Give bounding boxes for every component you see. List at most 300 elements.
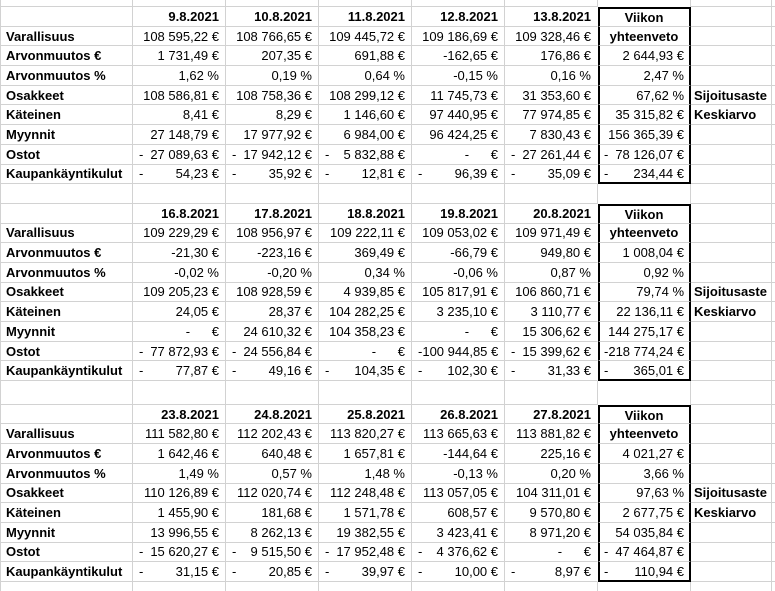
spacer-row-cell[interactable] <box>598 184 691 204</box>
value-cell[interactable] <box>319 302 412 322</box>
value-cell[interactable] <box>226 523 319 543</box>
side-label-cell[interactable] <box>691 283 772 303</box>
side-label-cell[interactable] <box>691 66 772 86</box>
summary-value-cell[interactable] <box>598 283 691 303</box>
side-label-cell[interactable] <box>691 105 772 125</box>
data-row <box>1 523 775 543</box>
side-label-text: Keskiarvo <box>694 505 757 521</box>
summary-value-cell[interactable] <box>598 444 691 464</box>
value-cell[interactable] <box>412 283 505 303</box>
summary-value-cell[interactable] <box>598 322 691 342</box>
value-cell[interactable] <box>226 86 319 106</box>
summary-value-cell[interactable] <box>598 145 691 165</box>
value-cell[interactable] <box>133 503 226 523</box>
value-cell[interactable] <box>412 145 505 165</box>
top-filler-row-cell[interactable] <box>133 0 226 7</box>
value-cell[interactable] <box>133 562 226 582</box>
value-cell[interactable] <box>412 125 505 145</box>
cell-text: 8 262,13 € <box>250 524 312 540</box>
side-label-cell[interactable] <box>691 484 772 504</box>
value-cell[interactable] <box>133 424 226 444</box>
top-filler-row-cell[interactable] <box>505 0 598 7</box>
value-cell[interactable] <box>412 361 505 381</box>
value-cell[interactable] <box>133 105 226 125</box>
value-cell[interactable] <box>412 424 505 444</box>
side-label-cell[interactable] <box>691 125 772 145</box>
date-header-cell[interactable]: 18.8.2021 <box>319 204 412 224</box>
minus-sign: - <box>418 363 423 379</box>
date-header-cell[interactable]: 16.8.2021 <box>133 204 226 224</box>
value-cell[interactable] <box>412 523 505 543</box>
side-label-cell[interactable] <box>691 46 772 66</box>
cell-text: 27 089,63 € <box>150 146 219 162</box>
side-label-cell[interactable] <box>691 145 772 165</box>
cell-text: -21,30 € <box>171 245 219 261</box>
cell-text: 27 148,79 € <box>150 126 219 142</box>
value-cell[interactable] <box>505 165 598 185</box>
spacer-row-cell[interactable] <box>319 381 412 405</box>
value-cell[interactable] <box>226 46 319 66</box>
cell-text: 9 570,80 € <box>529 505 591 521</box>
spacer-row-cell[interactable] <box>691 381 772 405</box>
row-label-cell[interactable]: Osakkeet <box>1 283 133 303</box>
value-cell[interactable] <box>505 243 598 263</box>
cell-text: 0,92 % <box>643 264 684 280</box>
cell-text: 3 235,10 € <box>436 304 498 320</box>
value-cell[interactable] <box>133 283 226 303</box>
bottom-filler-cell[interactable] <box>133 582 226 591</box>
summary-value-cell[interactable] <box>598 503 691 523</box>
value-cell[interactable] <box>226 361 319 381</box>
bottom-filler-cell[interactable] <box>1 582 133 591</box>
bottom-filler-cell[interactable] <box>226 582 319 591</box>
value-cell[interactable] <box>505 444 598 464</box>
side-label-cell[interactable] <box>691 523 772 543</box>
value-cell[interactable] <box>319 562 412 582</box>
value-cell[interactable] <box>319 46 412 66</box>
cell-text: 0,87 % <box>550 264 591 280</box>
row-label-cell[interactable]: Ostot <box>1 543 133 563</box>
value-cell[interactable] <box>133 145 226 165</box>
value-cell[interactable] <box>226 283 319 303</box>
value-cell[interactable] <box>412 27 505 47</box>
value-cell[interactable] <box>226 165 319 185</box>
value-cell[interactable] <box>226 424 319 444</box>
side-empty-cell[interactable] <box>691 7 772 27</box>
cell-text: 112 202,43 € <box>237 426 312 442</box>
value-cell[interactable] <box>319 243 412 263</box>
value-cell[interactable] <box>505 543 598 563</box>
side-label-cell[interactable] <box>691 165 772 185</box>
summary-value-cell[interactable] <box>598 125 691 145</box>
value-cell[interactable] <box>319 543 412 563</box>
summary-value-cell[interactable] <box>598 361 691 381</box>
side-label-cell[interactable] <box>691 424 772 444</box>
cell-text: 104,35 € <box>354 363 405 379</box>
cell-text: 96,39 € <box>454 166 498 182</box>
cell-text: -144,64 € <box>443 445 498 461</box>
bottom-filler-cell[interactable] <box>319 582 412 591</box>
value-cell[interactable] <box>226 342 319 362</box>
side-empty-cell[interactable] <box>691 405 772 425</box>
spacer-row-cell[interactable] <box>1 381 133 405</box>
value-cell[interactable] <box>319 224 412 244</box>
value-cell[interactable] <box>226 125 319 145</box>
value-cell[interactable] <box>226 484 319 504</box>
summary-value-cell[interactable]: yhteenveto <box>598 27 691 47</box>
value-cell[interactable] <box>319 105 412 125</box>
row-label-cell[interactable]: Arvonmuutos % <box>1 263 133 283</box>
corner-cell[interactable] <box>1 405 133 425</box>
value-cell[interactable] <box>412 444 505 464</box>
value-cell[interactable] <box>319 283 412 303</box>
value-cell[interactable] <box>412 86 505 106</box>
date-header-cell[interactable]: 26.8.2021 <box>412 405 505 425</box>
cell-text: 4 021,27 € <box>622 445 684 461</box>
row-label-cell[interactable]: Arvonmuutos € <box>1 444 133 464</box>
top-filler-row-cell[interactable] <box>412 0 505 7</box>
spacer-row-cell[interactable] <box>319 184 412 204</box>
value-cell[interactable] <box>319 165 412 185</box>
cell-text: 17 942,12 € <box>243 146 312 162</box>
value-cell[interactable] <box>505 503 598 523</box>
summary-value-cell[interactable] <box>598 543 691 563</box>
value-cell[interactable] <box>319 86 412 106</box>
value-cell[interactable] <box>133 125 226 145</box>
date-header-cell[interactable]: 27.8.2021 <box>505 405 598 425</box>
date-header-cell[interactable]: 12.8.2021 <box>412 7 505 27</box>
row-label-cell[interactable]: Käteinen <box>1 503 133 523</box>
value-cell[interactable] <box>319 484 412 504</box>
side-label-cell[interactable] <box>691 464 772 484</box>
value-cell[interactable] <box>133 543 226 563</box>
value-cell[interactable] <box>412 484 505 504</box>
cell-text: 28,37 € <box>268 304 312 320</box>
cell-text: 109 222,11 € <box>330 225 405 241</box>
value-cell[interactable] <box>319 66 412 86</box>
spacer-row-cell[interactable] <box>691 184 772 204</box>
bottom-filler-cell[interactable] <box>412 582 505 591</box>
cell-text: 104 282,25 € <box>329 304 405 320</box>
row-label-cell[interactable]: Käteinen <box>1 302 133 322</box>
date-header-cell[interactable]: 9.8.2021 <box>133 7 226 27</box>
spacer-row-cell[interactable] <box>598 381 691 405</box>
value-cell[interactable] <box>505 322 598 342</box>
value-cell[interactable] <box>226 464 319 484</box>
summary-value-cell[interactable] <box>598 165 691 185</box>
cell-text: 1,49 % <box>178 465 219 481</box>
value-cell[interactable] <box>319 503 412 523</box>
value-cell[interactable] <box>412 464 505 484</box>
value-cell[interactable] <box>505 125 598 145</box>
cell-text: 109 328,46 € <box>515 28 591 44</box>
value-cell[interactable] <box>133 46 226 66</box>
value-cell[interactable] <box>412 263 505 283</box>
top-filler-row-cell[interactable] <box>319 0 412 7</box>
cell-text: 0,57 % <box>271 465 312 481</box>
spacer-row-cell[interactable] <box>505 184 598 204</box>
spacer-row-cell[interactable] <box>412 184 505 204</box>
bottom-filler-cell[interactable] <box>598 582 691 591</box>
side-label-cell[interactable] <box>691 27 772 47</box>
cell-text: 111 582,80 € <box>145 426 219 442</box>
value-cell[interactable] <box>133 302 226 322</box>
value-cell[interactable] <box>505 46 598 66</box>
date-header-cell[interactable]: 24.8.2021 <box>226 405 319 425</box>
spacer-row-cell[interactable] <box>133 381 226 405</box>
data-row <box>1 424 775 444</box>
value-cell[interactable] <box>226 263 319 283</box>
top-filler-row-cell[interactable] <box>598 0 691 7</box>
value-cell[interactable] <box>505 224 598 244</box>
value-cell[interactable] <box>505 302 598 322</box>
value-cell[interactable] <box>412 342 505 362</box>
cell-text: 1 657,81 € <box>343 445 405 461</box>
value-cell[interactable] <box>505 484 598 504</box>
side-label-cell[interactable] <box>691 543 772 563</box>
row-label-cell[interactable]: Varallisuus <box>1 224 133 244</box>
date-header-cell[interactable]: 25.8.2021 <box>319 405 412 425</box>
value-cell[interactable] <box>226 562 319 582</box>
value-cell[interactable] <box>133 322 226 342</box>
data-row <box>1 243 775 263</box>
value-cell[interactable] <box>226 66 319 86</box>
value-cell[interactable] <box>505 361 598 381</box>
side-label-cell[interactable] <box>691 322 772 342</box>
value-cell[interactable] <box>226 322 319 342</box>
summary-header-cell[interactable]: Viikon <box>598 7 691 27</box>
top-filler-row-cell[interactable] <box>226 0 319 7</box>
row-label-cell[interactable]: Varallisuus <box>1 424 133 444</box>
date-header-cell[interactable]: 17.8.2021 <box>226 204 319 224</box>
row-label-cell[interactable]: Osakkeet <box>1 484 133 504</box>
minus-sign: - <box>418 166 423 182</box>
spacer-row-cell[interactable] <box>505 381 598 405</box>
value-cell[interactable] <box>226 224 319 244</box>
value-cell[interactable] <box>505 263 598 283</box>
row-label-cell[interactable]: Myynnit <box>1 125 133 145</box>
value-cell[interactable] <box>226 105 319 125</box>
value-cell[interactable] <box>226 27 319 47</box>
value-cell[interactable] <box>133 86 226 106</box>
data-row <box>1 361 775 381</box>
value-cell[interactable] <box>133 243 226 263</box>
row-label-cell[interactable]: Ostot <box>1 342 133 362</box>
summary-value-cell[interactable] <box>598 243 691 263</box>
value-cell[interactable] <box>133 224 226 244</box>
value-cell[interactable] <box>226 302 319 322</box>
summary-value-cell[interactable] <box>598 46 691 66</box>
summary-value-cell[interactable] <box>598 302 691 322</box>
row-label-cell[interactable]: Arvonmuutos € <box>1 46 133 66</box>
spacer-row-cell[interactable] <box>412 381 505 405</box>
spacer-row-cell[interactable] <box>226 381 319 405</box>
date-header-cell[interactable]: 23.8.2021 <box>133 405 226 425</box>
value-cell[interactable] <box>319 444 412 464</box>
side-label-cell[interactable] <box>691 224 772 244</box>
bottom-filler-cell[interactable] <box>691 582 772 591</box>
row-label-cell[interactable]: Myynnit <box>1 322 133 342</box>
cell-text: 35,09 € <box>547 166 591 182</box>
minus-sign: - <box>325 166 330 182</box>
value-cell[interactable] <box>412 503 505 523</box>
side-label-cell[interactable] <box>691 302 772 322</box>
value-cell[interactable] <box>319 145 412 165</box>
value-cell[interactable] <box>412 543 505 563</box>
data-row <box>1 27 775 47</box>
cell-text: 8,41 € <box>182 107 219 123</box>
cell-text: 109 971,49 € <box>515 225 591 241</box>
cell-text: 113 820,27 € <box>330 426 405 442</box>
spacer-row-cell[interactable] <box>133 184 226 204</box>
value-cell[interactable] <box>133 66 226 86</box>
row-label-cell[interactable]: Kaupankäyntikulut <box>1 562 133 582</box>
summary-value-cell[interactable]: yhteenveto <box>598 224 691 244</box>
value-cell[interactable] <box>319 27 412 47</box>
summary-value-cell[interactable] <box>598 66 691 86</box>
data-row <box>1 322 775 342</box>
row-label-cell[interactable]: Kaupankäyntikulut <box>1 165 133 185</box>
cell-text: 108 299,12 € <box>329 87 405 103</box>
date-header-cell[interactable]: 13.8.2021 <box>505 7 598 27</box>
value-cell[interactable] <box>505 66 598 86</box>
summary-header-cell[interactable]: Viikon <box>598 204 691 224</box>
value-cell[interactable] <box>319 263 412 283</box>
cell-text: 3 110,77 € <box>530 304 591 320</box>
value-cell[interactable] <box>505 424 598 444</box>
value-cell[interactable] <box>133 523 226 543</box>
value-cell[interactable] <box>412 46 505 66</box>
minus-sign: - <box>604 544 609 560</box>
side-label-cell[interactable] <box>691 342 772 362</box>
cell-text: -66,79 € <box>450 245 498 261</box>
cell-text: 108 766,65 € <box>236 28 312 44</box>
summary-value-cell[interactable] <box>598 86 691 106</box>
value-cell[interactable] <box>505 342 598 362</box>
value-cell[interactable] <box>319 424 412 444</box>
value-cell[interactable] <box>319 361 412 381</box>
value-cell[interactable] <box>505 145 598 165</box>
value-cell[interactable] <box>226 543 319 563</box>
value-cell[interactable] <box>319 464 412 484</box>
date-header-cell[interactable]: 10.8.2021 <box>226 7 319 27</box>
value-cell[interactable] <box>412 105 505 125</box>
corner-cell[interactable] <box>1 7 133 27</box>
week-2-header-row <box>1 204 775 224</box>
value-cell[interactable] <box>319 523 412 543</box>
value-cell[interactable] <box>505 464 598 484</box>
value-cell[interactable] <box>133 444 226 464</box>
row-label-cell[interactable]: Myynnit <box>1 523 133 543</box>
value-cell[interactable] <box>505 86 598 106</box>
date-header-cell[interactable]: 11.8.2021 <box>319 7 412 27</box>
value-cell[interactable] <box>133 361 226 381</box>
row-label-cell[interactable]: Varallisuus <box>1 27 133 47</box>
summary-value-cell[interactable] <box>598 523 691 543</box>
cell-text: 15 620,27 € <box>150 544 219 560</box>
side-label-cell[interactable] <box>691 562 772 582</box>
summary-value-cell[interactable] <box>598 263 691 283</box>
side-label-cell[interactable] <box>691 444 772 464</box>
value-cell[interactable] <box>412 562 505 582</box>
cell-text: 24,05 € <box>175 304 219 320</box>
cell-text: 0,64 % <box>364 67 405 83</box>
side-label-cell[interactable] <box>691 243 772 263</box>
value-cell[interactable] <box>226 243 319 263</box>
side-label-cell[interactable] <box>691 361 772 381</box>
value-cell[interactable] <box>412 302 505 322</box>
row-label-cell[interactable]: Osakkeet <box>1 86 133 106</box>
side-label-text: Sijoitusaste <box>694 284 767 300</box>
row-label-cell[interactable]: Arvonmuutos % <box>1 66 133 86</box>
top-filler-row-cell[interactable] <box>1 0 133 7</box>
value-cell[interactable] <box>412 243 505 263</box>
value-cell[interactable] <box>412 66 505 86</box>
row-label-cell[interactable]: Käteinen <box>1 105 133 125</box>
value-cell[interactable] <box>226 444 319 464</box>
value-cell[interactable] <box>133 342 226 362</box>
spacer-row-cell[interactable] <box>226 184 319 204</box>
value-cell[interactable] <box>133 27 226 47</box>
value-cell[interactable] <box>133 165 226 185</box>
row-label-cell[interactable]: Ostot <box>1 145 133 165</box>
value-cell[interactable] <box>319 342 412 362</box>
top-filler-row <box>1 0 775 7</box>
value-cell[interactable] <box>505 562 598 582</box>
value-cell[interactable] <box>319 125 412 145</box>
value-cell[interactable] <box>226 503 319 523</box>
value-cell[interactable] <box>412 224 505 244</box>
side-label-text: Keskiarvo <box>694 304 757 320</box>
date-header-cell[interactable]: 20.8.2021 <box>505 204 598 224</box>
cell-text: 0,34 % <box>364 264 405 280</box>
bottom-filler-cell[interactable] <box>505 582 598 591</box>
summary-value-cell[interactable] <box>598 562 691 582</box>
value-cell[interactable] <box>412 322 505 342</box>
side-label-cell[interactable] <box>691 503 772 523</box>
side-label-cell[interactable] <box>691 263 772 283</box>
side-empty-cell[interactable] <box>691 204 772 224</box>
date-header-cell[interactable]: 19.8.2021 <box>412 204 505 224</box>
summary-header-cell[interactable]: Viikon <box>598 405 691 425</box>
top-filler-row-cell[interactable] <box>691 0 772 7</box>
summary-value-cell[interactable]: yhteenveto <box>598 424 691 444</box>
value-cell[interactable] <box>133 464 226 484</box>
summary-value-cell[interactable] <box>598 484 691 504</box>
value-cell[interactable] <box>319 322 412 342</box>
spacer-row-cell[interactable] <box>1 184 133 204</box>
row-label-cell[interactable]: Arvonmuutos € <box>1 243 133 263</box>
side-label-cell[interactable] <box>691 86 772 106</box>
cell-text: 108 758,36 € <box>236 87 312 103</box>
summary-value-cell[interactable] <box>598 105 691 125</box>
value-cell[interactable] <box>133 484 226 504</box>
value-cell[interactable] <box>133 263 226 283</box>
value-cell[interactable] <box>505 283 598 303</box>
value-cell[interactable] <box>505 27 598 47</box>
value-cell[interactable] <box>226 145 319 165</box>
row-label-cell[interactable]: Kaupankäyntikulut <box>1 361 133 381</box>
summary-value-cell[interactable] <box>598 464 691 484</box>
value-cell[interactable] <box>505 523 598 543</box>
cell-text: -0,13 % <box>453 465 498 481</box>
value-cell[interactable] <box>505 105 598 125</box>
value-cell[interactable] <box>412 165 505 185</box>
corner-cell[interactable] <box>1 204 133 224</box>
summary-value-cell[interactable] <box>598 342 691 362</box>
cell-text: 100 944,85 € <box>422 343 499 359</box>
row-label-cell[interactable]: Arvonmuutos % <box>1 464 133 484</box>
